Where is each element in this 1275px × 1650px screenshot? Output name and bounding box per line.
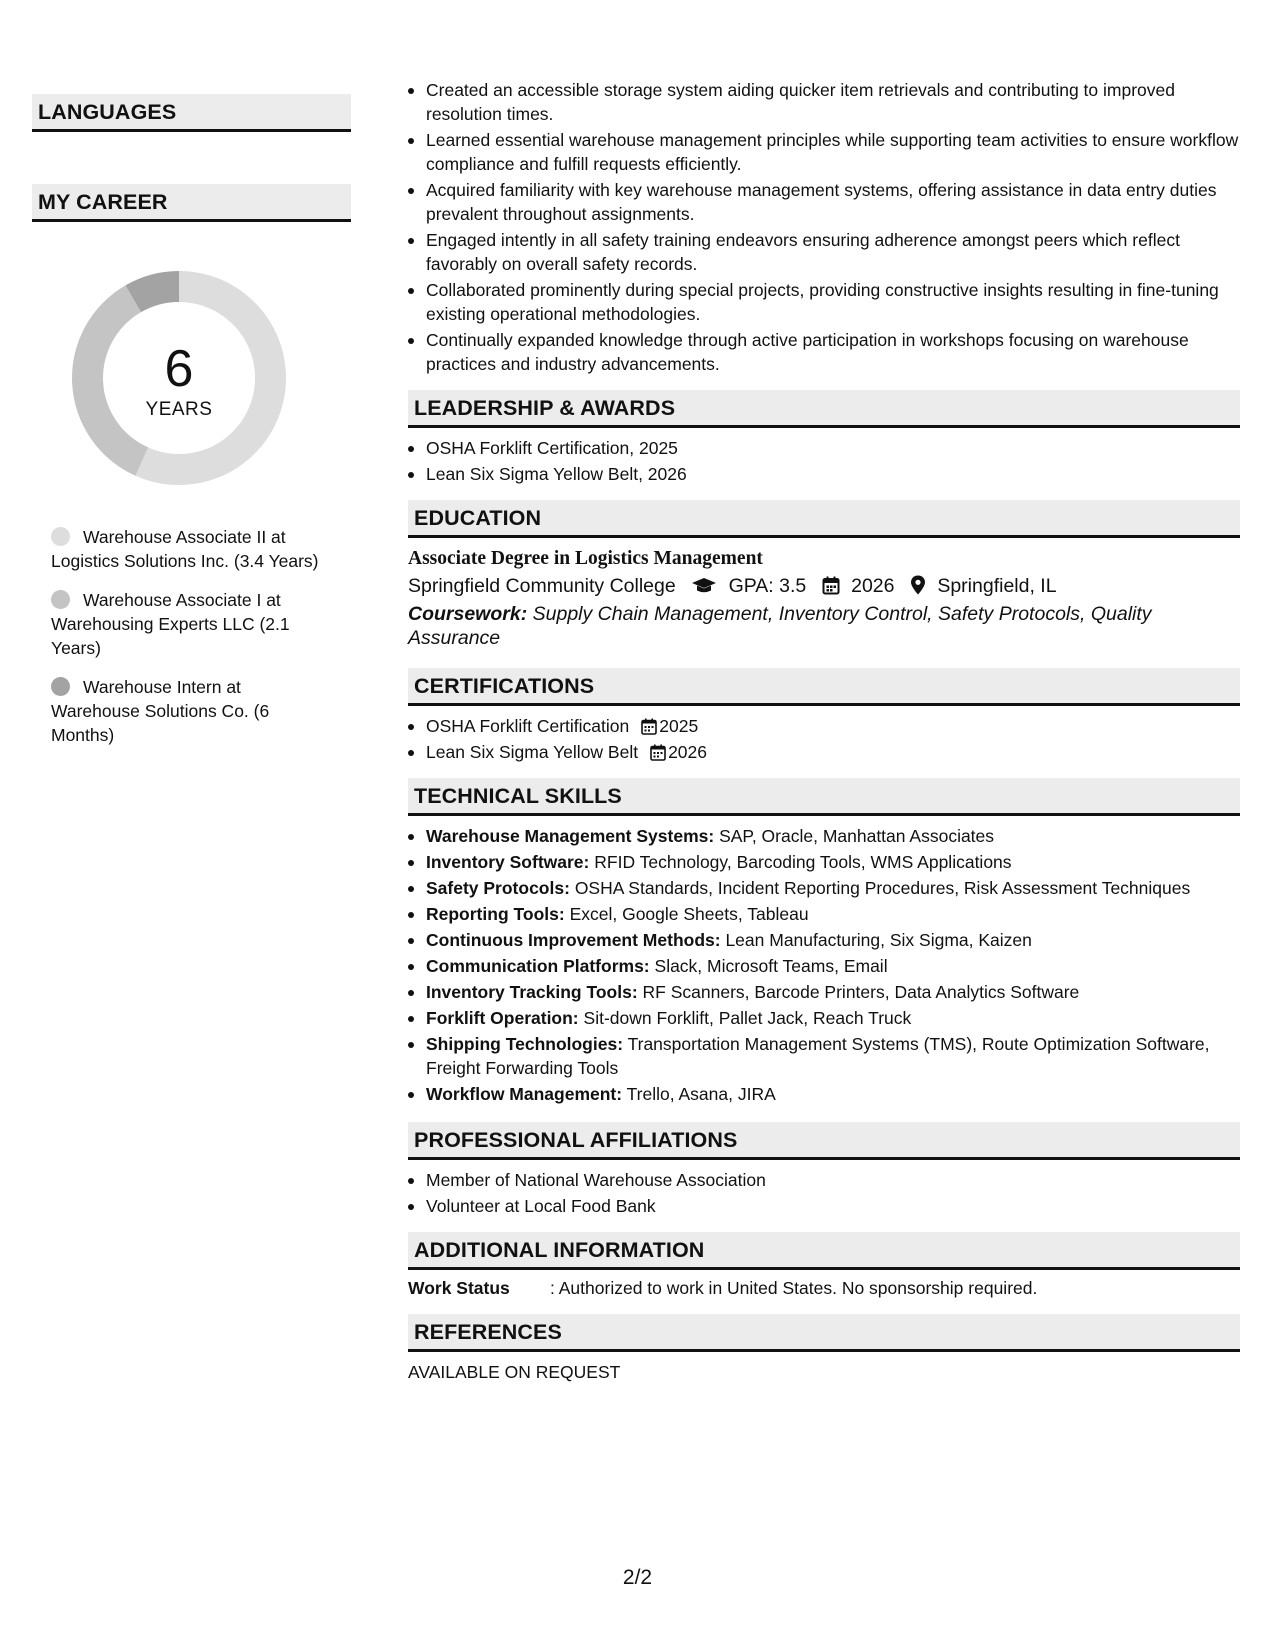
list-item: Acquired familiarity with key warehouse management systems, offering assistance in data entry duties prevalent throughout assignments.	[426, 178, 1240, 226]
calendar-icon	[650, 744, 666, 761]
skill-key: Workflow Management:	[426, 1084, 623, 1104]
calendar-icon	[822, 576, 840, 595]
skill-value: RF Scanners, Barcode Printers, Data Analytics Software	[642, 982, 1080, 1002]
list-item	[426, 714, 1240, 738]
work-status-value: : Authorized to work in United States. No sponsorship required.	[550, 1278, 1038, 1298]
school-name: Springfield Community College	[408, 575, 676, 597]
list-item: OSHA Forklift Certification, 2025	[426, 436, 1240, 460]
list-item	[426, 1006, 1240, 1030]
list-item	[426, 824, 1240, 848]
skill-key: Warehouse Management Systems:	[426, 826, 715, 846]
work-status-label: Work Status	[408, 1278, 510, 1298]
list-item	[426, 902, 1240, 926]
leadership-section	[408, 390, 1240, 486]
certifications-list	[408, 714, 1240, 764]
list-item	[426, 1082, 1240, 1106]
legend-label: Warehouse Intern at Warehouse Solutions Co. (6 Months)	[51, 677, 270, 745]
skill-value: Sit-down Forklift, Pallet Jack, Reach Truck	[583, 1008, 912, 1028]
legend-label: Warehouse Associate I at Warehousing Experts LLC (2.1 Years)	[51, 590, 290, 658]
references-section	[408, 1314, 1240, 1384]
references-heading: REFERENCES	[408, 1314, 1240, 1352]
education-details	[408, 572, 1240, 600]
page-number: 2/2	[622, 1566, 653, 1589]
skill-key: Inventory Tracking Tools:	[426, 982, 638, 1002]
list-item: Volunteer at Local Food Bank	[426, 1194, 1240, 1218]
skill-key: Inventory Software:	[426, 852, 590, 872]
school-location: Springfield, IL	[937, 575, 1057, 597]
legend-dot	[51, 590, 70, 609]
leadership-heading: LEADERSHIP & AWARDS	[408, 390, 1240, 428]
list-item: Lean Six Sigma Yellow Belt, 2026	[426, 462, 1240, 486]
legend-item	[51, 525, 326, 573]
degree-title: Associate Degree in Logistics Management	[408, 548, 763, 569]
skills-section	[408, 778, 1240, 1106]
affiliations-heading: PROFESSIONAL AFFILIATIONS	[408, 1122, 1240, 1160]
skill-value: Excel, Google Sheets, Tableau	[569, 904, 809, 924]
list-item	[426, 954, 1240, 978]
gpa: GPA: 3.5	[728, 575, 807, 597]
location-pin-icon	[910, 575, 926, 595]
skill-value: Slack, Microsoft Teams, Email	[654, 956, 888, 976]
list-item	[426, 740, 1240, 764]
skill-key: Shipping Technologies:	[426, 1034, 624, 1054]
certifications-heading: CERTIFICATIONS	[408, 668, 1240, 706]
career-legend	[32, 525, 326, 747]
skill-value: Transportation Management Systems (TMS), Route Optimization Software, Freight Forwarding Tools	[426, 1034, 1210, 1078]
additional-heading: ADDITIONAL INFORMATION	[408, 1232, 1240, 1270]
list-item	[426, 980, 1240, 1004]
skill-key: Continuous Improvement Methods:	[426, 930, 721, 950]
legend-item	[51, 588, 326, 660]
experience-list	[408, 78, 1240, 376]
list-item: Created an accessible storage system aiding quicker item retrievals and contributing to improved resolution times.	[426, 78, 1240, 126]
skill-key: Reporting Tools:	[426, 904, 565, 924]
languages-heading: LANGUAGES	[32, 94, 351, 132]
education-section	[408, 500, 1240, 650]
legend-dot	[51, 527, 70, 546]
cert-year: 2026	[668, 742, 708, 762]
cert-name: Lean Six Sigma Yellow Belt	[426, 742, 639, 762]
list-item: Collaborated prominently during special projects, providing constructive insights resulting in fine-tuning existing operational methodologies.	[426, 278, 1240, 326]
skill-key: Safety Protocols:	[426, 878, 570, 898]
skill-value: Trello, Asana, JIRA	[626, 1084, 776, 1104]
career-heading: MY CAREER	[32, 184, 351, 222]
additional-section	[408, 1232, 1240, 1300]
leadership-list	[408, 436, 1240, 486]
list-item	[426, 928, 1240, 952]
skills-heading: TECHNICAL SKILLS	[408, 778, 1240, 816]
legend-dot	[51, 677, 70, 696]
skills-list	[408, 824, 1240, 1106]
work-status-row	[408, 1276, 1240, 1300]
legend-item	[51, 675, 326, 747]
skill-value: RFID Technology, Barcoding Tools, WMS Applications	[594, 852, 1012, 872]
donut-value: 6	[164, 340, 194, 398]
certifications-section	[408, 668, 1240, 764]
cert-year: 2025	[659, 716, 699, 736]
skill-value: SAP, Oracle, Manhattan Associates	[719, 826, 995, 846]
cert-name: OSHA Forklift Certification	[426, 716, 630, 736]
calendar-icon	[641, 718, 657, 735]
experience-section	[408, 78, 1240, 376]
list-item: Engaged intently in all safety training endeavors ensuring adherence amongst peers which reflect favorably on overall safety records.	[426, 228, 1240, 276]
donut-unit: YEARS	[145, 399, 213, 420]
skill-key: Communication Platforms:	[426, 956, 650, 976]
list-item	[426, 1032, 1240, 1080]
coursework-label: Coursework:	[408, 603, 528, 625]
coursework	[408, 602, 1240, 650]
list-item: Learned essential warehouse management principles while supporting team activities to ensure workflow compliance and fulfill requests efficiently.	[426, 130, 1239, 174]
affiliations-list	[408, 1168, 1240, 1218]
coursework-text: Supply Chain Management, Inventory Control, Safety Protocols, Quality Assurance	[408, 603, 1152, 649]
graduation-cap-icon	[691, 577, 717, 595]
graduation-year: 2026	[851, 575, 895, 597]
skill-value: Lean Manufacturing, Six Sigma, Kaizen	[725, 930, 1032, 950]
list-item: Continually expanded knowledge through active participation in workshops focusing on warehouse practices and industry advancements.	[426, 328, 1240, 376]
legend-label: Warehouse Associate II at Logistics Solutions Inc. (3.4 Years)	[51, 527, 319, 571]
left-column	[32, 94, 351, 762]
donut-center	[66, 265, 292, 491]
list-item	[426, 876, 1240, 900]
list-item	[426, 850, 1240, 874]
skill-key: Forklift Operation:	[426, 1008, 579, 1028]
references-text: AVAILABLE ON REQUEST	[408, 1362, 621, 1382]
skill-value: OSHA Standards, Incident Reporting Procedures, Risk Assessment Techniques	[574, 878, 1191, 898]
right-column	[408, 78, 1240, 1398]
list-item: Member of National Warehouse Association	[426, 1168, 1240, 1192]
education-heading: EDUCATION	[408, 500, 1240, 538]
career-donut-chart	[66, 265, 292, 491]
affiliations-section	[408, 1122, 1240, 1218]
